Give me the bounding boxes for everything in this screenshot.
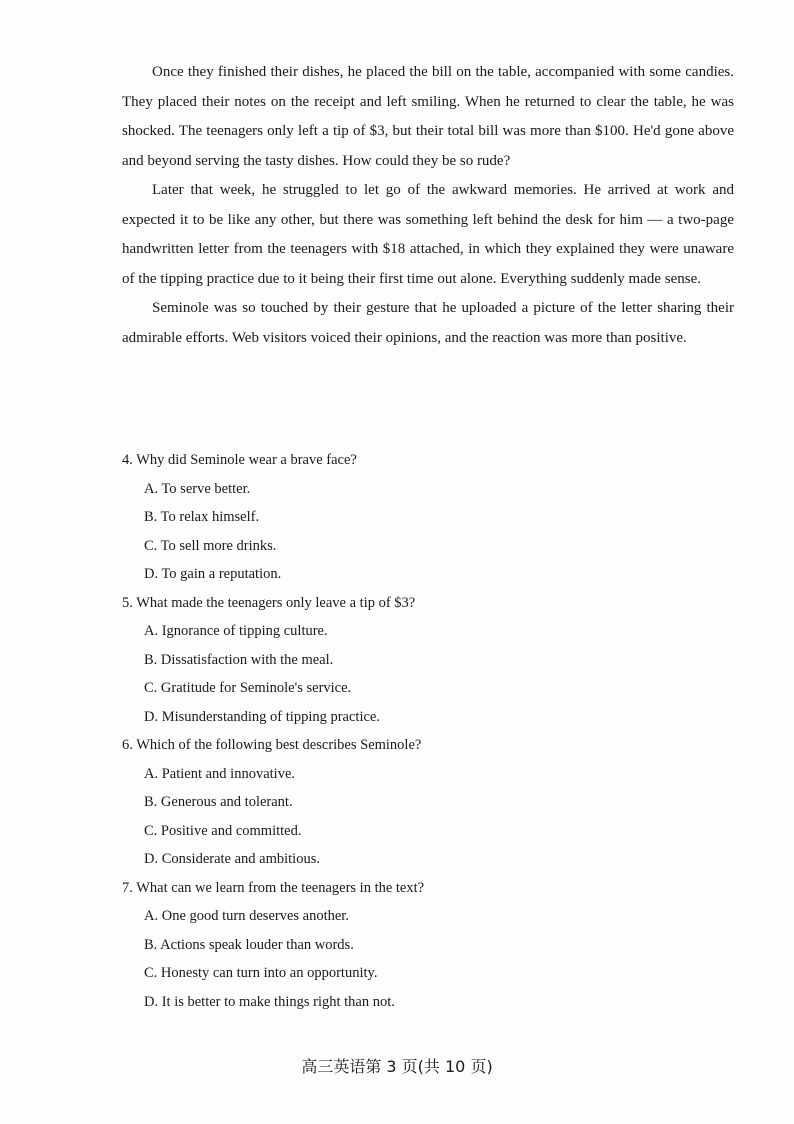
option-a: A. Patient and innovative. (144, 765, 296, 782)
option-a: A. To serve better. (144, 480, 251, 497)
passage-paragraph-3: Seminole was so touched by their gesture that he uploaded a picture of the letter sharing their admirable efforts. Web visitors voiced their opinions, and the reaction was more than positive. (122, 300, 734, 346)
option-c: C. Honesty can turn into an opportunity. (144, 965, 378, 981)
passage-paragraph-2: Later that week, he struggled to let go of the awkward memories. He arrived at work and expected it to be like any other, but there was something left behind the desk for him — a two-page handwritten letter from the teenagers with $18 attached, in which they explained they were unaware of the tipping practice due to it being their first time out alone. Everything suddenly made sense. (122, 182, 734, 287)
option-d: D. To gain a reputation. (144, 566, 282, 582)
passage-paragraph-1: Once they finished their dishes, he placed the bill on the table, accompanied with some candies. They placed their notes on the receipt and left smiling. When he returned to clear the table, he was shocked. The teenagers only left a tip of $3, but their total bill was more than $100. He'd gone above and beyond serving the tasty dishes. How could they be so rude? (122, 64, 734, 169)
option-a: A. Ignorance of tipping culture. (144, 623, 328, 639)
option-b: B. Dissatisfaction with the meal. (144, 651, 334, 668)
option-b: B. To relax himself. (144, 509, 260, 525)
question-7 (122, 874, 734, 1017)
option-c: C. Gratitude for Seminole's service. (144, 680, 352, 696)
option-d: D. Misunderstanding of tipping practice. (144, 708, 380, 725)
question-5 (122, 589, 734, 732)
option-d: D. Considerate and ambitious. (144, 851, 320, 867)
page-footer: 高三英语第 3 页(共 10 页) (301, 1057, 493, 1076)
question-4 (122, 446, 734, 589)
question-stem: 4. Why did Seminole wear a brave face? (122, 452, 357, 468)
question-stem: 6. Which of the following best describes Seminole? (122, 737, 422, 753)
option-c: C. To sell more drinks. (144, 537, 277, 554)
question-list (122, 446, 734, 1016)
question-6 (122, 731, 734, 874)
option-d: D. It is better to make things right than not. (144, 993, 395, 1010)
option-b: B. Actions speak louder than words. (144, 936, 354, 953)
question-stem: 5. What made the teenagers only leave a tip of $3? (122, 594, 416, 611)
reading-passage (122, 58, 734, 353)
question-stem: 7. What can we learn from the teenagers in the text? (122, 879, 425, 896)
option-a: A. One good turn deserves another. (144, 908, 349, 924)
option-b: B. Generous and tolerant. (144, 794, 293, 810)
option-c: C. Positive and committed. (144, 822, 302, 839)
